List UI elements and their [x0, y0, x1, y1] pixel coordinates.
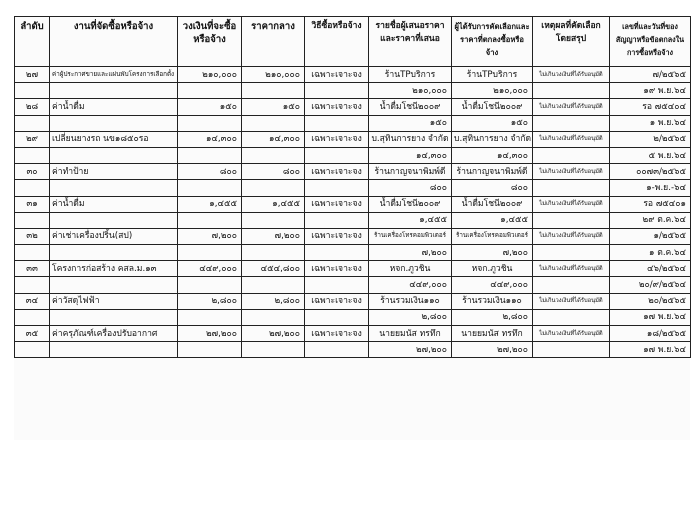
row-winner-name: ร้านกาญจนาพิมพ์ดี	[452, 164, 533, 180]
header-budget: วงเงินที่จะซื้อหรือจ้าง	[178, 17, 242, 67]
row-item-cont	[50, 83, 178, 99]
header-winner: ผู้ได้รับการคัดเลือกและราคาที่ตกลงซื้อหรือจ้าง	[452, 17, 533, 67]
page-margin	[0, 440, 700, 512]
row-median: ๗,๒๐๐	[242, 228, 305, 244]
row-reason: ไม่เกินวงเงินที่ได้รับอนุมัติ	[533, 293, 610, 309]
row-bidder-price: ๒๑๐,๐๐๐	[369, 83, 452, 99]
row-budget: ๑,๔๕๕	[178, 196, 242, 212]
row-method: เฉพาะเจาะจง	[305, 196, 369, 212]
row-item: ค่าผู้ประกาศขายและแผ่นพับโครงการเลือกตั้ง	[50, 67, 178, 83]
row-reason: ไม่เกินวงเงินที่ได้รับอนุมัติ	[533, 228, 610, 244]
row-reason-cont	[533, 342, 610, 358]
row-method: เฉพาะเจาะจง	[305, 326, 369, 342]
row-median: ๑๕๐	[242, 99, 305, 115]
row-median-cont	[242, 180, 305, 196]
row-reason: ไม่เกินวงเงินที่ได้รับอนุมัติ	[533, 261, 610, 277]
row-item: ค่าครุภัณฑ์เครื่องปรับอากาศ	[50, 326, 178, 342]
row-bidder-price: ๘๐๐	[369, 180, 452, 196]
row-budget-cont	[178, 212, 242, 228]
row-bidder-price: ๑๕๐	[369, 115, 452, 131]
table-row	[15, 131, 691, 147]
procurement-table	[14, 16, 691, 358]
row-bidder-name: ร้านรวมเงิน๑๑๐	[369, 293, 452, 309]
row-no: ๓๑	[15, 196, 50, 212]
row-item-cont	[50, 212, 178, 228]
row-item: ค่าวัสดุไฟฟ้า	[50, 293, 178, 309]
row-budget: ๔๔๙,๐๐๐	[178, 261, 242, 277]
row-contract-no: ๐๐๗๓/๒๕๖๕	[610, 164, 691, 180]
row-contract-no: ๑๘/๒๕๖๕	[610, 326, 691, 342]
row-winner-price: ๔๔๙,๐๐๐	[452, 277, 533, 293]
row-item-cont	[50, 147, 178, 163]
row-method-cont	[305, 83, 369, 99]
row-winner-name: บ.สุทินการยาง จำกัด	[452, 131, 533, 147]
row-winner-name: น้ำดื่มโชนี๒๐๐๙	[452, 99, 533, 115]
row-budget-cont	[178, 245, 242, 261]
row-reason: ไม่เกินวงเงินที่ได้รับอนุมัติ	[533, 99, 610, 115]
row-contract-date: ๑ ต.ค.๖๔	[610, 245, 691, 261]
table-row-sub	[15, 180, 691, 196]
row-budget-cont	[178, 180, 242, 196]
row-no: ๓๐	[15, 164, 50, 180]
row-contract-no: ๒๐/๒๕๖๕	[610, 293, 691, 309]
row-budget-cont	[178, 309, 242, 325]
row-reason-cont	[533, 212, 610, 228]
row-item: โครงการก่อสร้าง คสล.ม.๑๓	[50, 261, 178, 277]
table-row-sub	[15, 147, 691, 163]
row-method-cont	[305, 309, 369, 325]
row-winner-name: ร้านเครื่องโทรคอมพิวเตอร์	[452, 228, 533, 244]
row-no: ๓๕	[15, 326, 50, 342]
row-no-cont	[15, 83, 50, 99]
row-reason-cont	[533, 277, 610, 293]
row-winner-price: ๒๗,๒๐๐	[452, 342, 533, 358]
header-item: งานที่จัดซื้อหรือจ้าง	[50, 17, 178, 67]
row-median: ๑,๔๕๕	[242, 196, 305, 212]
row-contract-date: ๒๐/๙/๒๕๖๔	[610, 277, 691, 293]
table-row	[15, 164, 691, 180]
row-winner-name: นายยมนัส ทรทึก	[452, 326, 533, 342]
header-row	[15, 17, 691, 67]
row-winner-price: ๑,๔๕๕	[452, 212, 533, 228]
row-contract-no: รอ ๗๕๔๐๔	[610, 99, 691, 115]
row-median-cont	[242, 309, 305, 325]
row-no-cont	[15, 245, 50, 261]
row-bidder-name: น้ำดื่มโชนี๒๐๐๙	[369, 196, 452, 212]
row-contract-date: ๕ พ.ย.๖๔	[610, 147, 691, 163]
row-method: เฉพาะเจาะจง	[305, 164, 369, 180]
row-median-cont	[242, 245, 305, 261]
row-item: ค่าเช่าเครื่องปริ้น(สป)	[50, 228, 178, 244]
row-method-cont	[305, 342, 369, 358]
row-bidder-name: ร้านTPบริการ	[369, 67, 452, 83]
row-method-cont	[305, 245, 369, 261]
header-bidders: รายชื่อผู้เสนอราคาและราคาที่เสนอ	[369, 17, 452, 67]
row-no-cont	[15, 147, 50, 163]
header-reason: เหตุผลที่คัดเลือกโดยสรุป	[533, 17, 610, 67]
row-method-cont	[305, 115, 369, 131]
row-method: เฉพาะเจาะจง	[305, 131, 369, 147]
header-contract: เลขที่และวันที่ของสัญญาหรือข้อตกลงในการซื้อหรือจ้าง	[610, 17, 691, 67]
row-winner-name: น้ำดื่มโชนี๒๐๐๙	[452, 196, 533, 212]
row-no: ๒๘	[15, 99, 50, 115]
row-bidder-price: ๒,๘๐๐	[369, 309, 452, 325]
row-method: เฉพาะเจาะจง	[305, 228, 369, 244]
row-contract-no: ๑/๒๕๖๕	[610, 228, 691, 244]
row-budget: ๘๐๐	[178, 164, 242, 180]
row-method: เฉพาะเจาะจง	[305, 67, 369, 83]
table-row	[15, 196, 691, 212]
row-contract-date: ๒๙ ต.ค.๖๔	[610, 212, 691, 228]
row-contract-no: รอ ๗๕๔๐๑	[610, 196, 691, 212]
row-no-cont	[15, 115, 50, 131]
row-item-cont	[50, 115, 178, 131]
row-reason-cont	[533, 83, 610, 99]
row-budget-cont	[178, 342, 242, 358]
row-reason: ไม่เกินวงเงินที่ได้รับอนุมัติ	[533, 67, 610, 83]
row-budget: ๑๔,๓๐๐	[178, 131, 242, 147]
row-method: เฉพาะเจาะจง	[305, 261, 369, 277]
row-contract-date: ๑๗ พ.ย.๖๔	[610, 309, 691, 325]
row-item-cont	[50, 342, 178, 358]
row-winner-price: ๒,๘๐๐	[452, 309, 533, 325]
table-row-sub	[15, 115, 691, 131]
table-row	[15, 261, 691, 277]
row-contract-no: ๔๖/๒๕๖๔	[610, 261, 691, 277]
row-no: ๓๔	[15, 293, 50, 309]
table-row	[15, 293, 691, 309]
row-contract-no: ๗/๒๕๖๕	[610, 67, 691, 83]
row-reason: ไม่เกินวงเงินที่ได้รับอนุมัติ	[533, 326, 610, 342]
row-budget: ๒๑๐,๐๐๐	[178, 67, 242, 83]
row-item-cont	[50, 309, 178, 325]
row-bidder-name: นายยมนัส ทรทึก	[369, 326, 452, 342]
row-item: ค่าทำป้าย	[50, 164, 178, 180]
row-reason: ไม่เกินวงเงินที่ได้รับอนุมัติ	[533, 196, 610, 212]
row-bidder-name: น้ำดื่มโชนี๒๐๐๙	[369, 99, 452, 115]
row-bidder-price: ๑๔,๓๐๐	[369, 147, 452, 163]
row-method-cont	[305, 212, 369, 228]
row-contract-no: ๒/๒๕๖๕	[610, 131, 691, 147]
row-no: ๓๒	[15, 228, 50, 244]
row-method-cont	[305, 147, 369, 163]
row-median-cont	[242, 277, 305, 293]
row-no-cont	[15, 277, 50, 293]
row-item: ค่าน้ำดื่ม	[50, 99, 178, 115]
row-winner-price: ๑๔,๓๐๐	[452, 147, 533, 163]
row-no-cont	[15, 342, 50, 358]
row-winner-price: ๗,๒๐๐	[452, 245, 533, 261]
row-contract-date: ๑๙ พ.ย.๖๔	[610, 83, 691, 99]
row-no: ๒๗	[15, 67, 50, 83]
row-winner-price: ๒๑๐,๐๐๐	[452, 83, 533, 99]
row-reason: ไม่เกินวงเงินที่ได้รับอนุมัติ	[533, 164, 610, 180]
table-row-sub	[15, 309, 691, 325]
row-budget-cont	[178, 277, 242, 293]
row-item-cont	[50, 180, 178, 196]
row-no-cont	[15, 212, 50, 228]
row-winner-price: ๘๐๐	[452, 180, 533, 196]
row-reason-cont	[533, 245, 610, 261]
row-budget: ๑๕๐	[178, 99, 242, 115]
row-item: เปลี่ยนยางรถ นข๑๘๕๐รอ	[50, 131, 178, 147]
table-row	[15, 99, 691, 115]
table-body	[15, 67, 691, 358]
row-median-cont	[242, 83, 305, 99]
row-method: เฉพาะเจาะจง	[305, 293, 369, 309]
table-row-sub	[15, 212, 691, 228]
row-winner-name: หจก.ภูวชิน	[452, 261, 533, 277]
table-row	[15, 326, 691, 342]
row-contract-date: ๑ พ.ย.๖๔	[610, 115, 691, 131]
row-budget: ๒,๘๐๐	[178, 293, 242, 309]
row-bidder-name: ร้านกาญจนาพิมพ์ดี	[369, 164, 452, 180]
row-median-cont	[242, 115, 305, 131]
row-item-cont	[50, 245, 178, 261]
row-method: เฉพาะเจาะจง	[305, 99, 369, 115]
row-bidder-price: ๔๔๙,๐๐๐	[369, 277, 452, 293]
table-row	[15, 228, 691, 244]
row-bidder-name: ร้านเครื่องโทรคอมพิวเตอร์	[369, 228, 452, 244]
row-winner-name: ร้านรวมเงิน๑๑๐	[452, 293, 533, 309]
table-row-sub	[15, 83, 691, 99]
table-row-sub	[15, 342, 691, 358]
row-reason: ไม่เกินวงเงินที่ได้รับอนุมัติ	[533, 131, 610, 147]
row-median: ๒๗,๒๐๐	[242, 326, 305, 342]
header-no: ลำดับ	[15, 17, 50, 67]
row-bidder-price: ๗,๒๐๐	[369, 245, 452, 261]
procurement-report-sheet	[14, 16, 690, 440]
row-budget-cont	[178, 147, 242, 163]
row-contract-date: ๑-พ.ย.-๖๔	[610, 180, 691, 196]
row-winner-price: ๑๕๐	[452, 115, 533, 131]
row-bidder-name: หจก.ภูวชิน	[369, 261, 452, 277]
header-median: ราคากลาง	[242, 17, 305, 67]
row-median: ๒,๘๐๐	[242, 293, 305, 309]
row-bidder-name: บ.สุทินการยาง จำกัด	[369, 131, 452, 147]
table-row-sub	[15, 277, 691, 293]
row-median-cont	[242, 147, 305, 163]
table-row-sub	[15, 245, 691, 261]
row-bidder-price: ๒๗,๒๐๐	[369, 342, 452, 358]
row-reason-cont	[533, 309, 610, 325]
row-no: ๓๓	[15, 261, 50, 277]
row-reason-cont	[533, 180, 610, 196]
row-bidder-price: ๑,๔๕๕	[369, 212, 452, 228]
row-item-cont	[50, 277, 178, 293]
row-contract-date: ๑๗ พ.ย.๖๔	[610, 342, 691, 358]
row-median: ๑๔,๓๐๐	[242, 131, 305, 147]
header-method: วิธีซื้อหรือจ้าง	[305, 17, 369, 67]
row-method-cont	[305, 277, 369, 293]
row-reason-cont	[533, 115, 610, 131]
row-median-cont	[242, 342, 305, 358]
row-median: ๔๕๔,๘๐๐	[242, 261, 305, 277]
row-median-cont	[242, 212, 305, 228]
row-reason-cont	[533, 147, 610, 163]
row-budget-cont	[178, 83, 242, 99]
row-no: ๒๙	[15, 131, 50, 147]
row-budget-cont	[178, 115, 242, 131]
table-row	[15, 67, 691, 83]
row-budget: ๒๗,๒๐๐	[178, 326, 242, 342]
row-no-cont	[15, 180, 50, 196]
row-item: ค่าน้ำดื่ม	[50, 196, 178, 212]
row-method-cont	[305, 180, 369, 196]
row-winner-name: ร้านTPบริการ	[452, 67, 533, 83]
row-no-cont	[15, 309, 50, 325]
row-budget: ๗,๒๐๐	[178, 228, 242, 244]
row-median: ๒๑๐,๐๐๐	[242, 67, 305, 83]
row-median: ๘๐๐	[242, 164, 305, 180]
